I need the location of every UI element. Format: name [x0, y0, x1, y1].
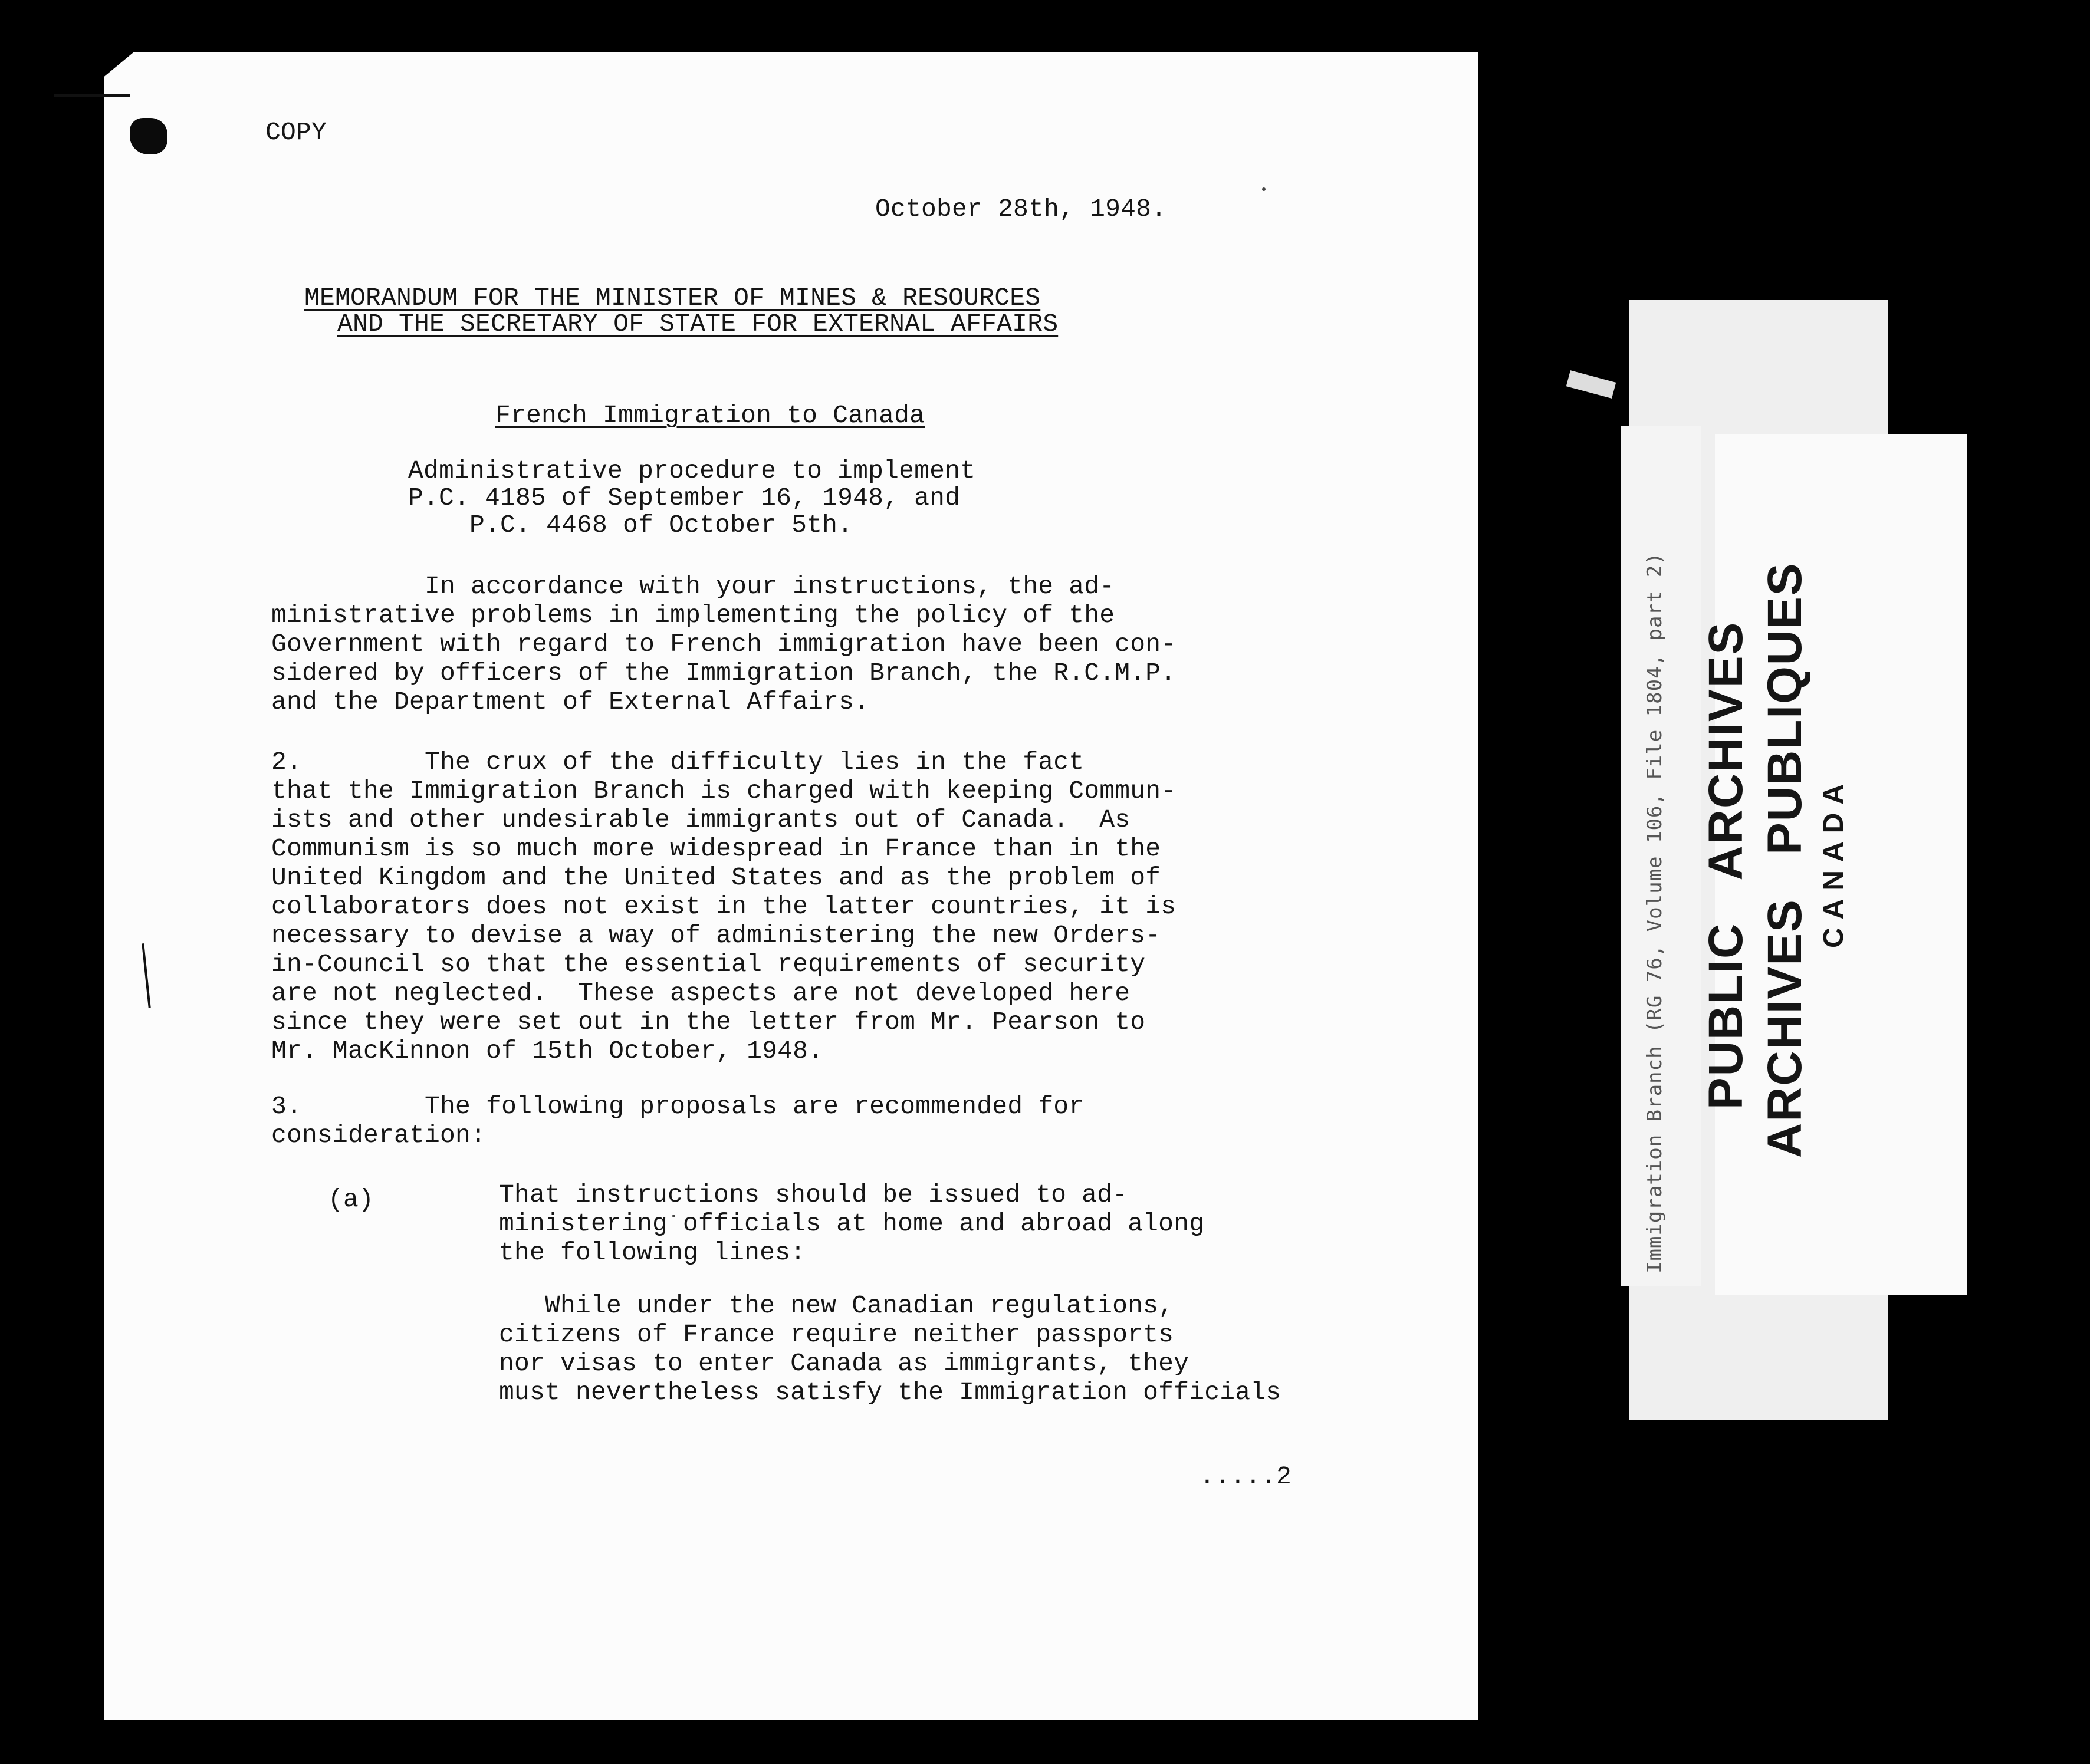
item-a-quote: While under the new Canadian regulations, citizens of France require neither passports nor visas to enter Canada as immigrants, they must nevertheless satisfy the Immigration officials [499, 1291, 1281, 1407]
archive-label-line-3: CANADA [1818, 776, 1849, 948]
paragraph-2: 2. The crux of the difficulty lies in the fact that the Immigration Branch is charged with keeping Commun- ists and other undesirable immigrants out of Canada. As Communism is so much more widespread in France than in the United Kingdom and the United States and as the problem of collaborators does not exist in the latter countries, it is necessary to devise a way of administering the new Orders- in-Council so that the essential requirements of security are not neglected. These aspects are not developed here since they were set out in the letter from Mr. Pearson to Mr. MacKinnon of 15th October, 1948. [271, 748, 1177, 1065]
file-reference-text: Immigration Branch (RG 76, Volume 106, File 1804, part 2) [1643, 552, 1667, 1273]
archive-label-line-1: PUBLIC ARCHIVES [1699, 621, 1753, 1110]
memo-title-line-1: MEMORANDUM FOR THE MINISTER OF MINES & RESOURCES [304, 284, 1041, 312]
paper-clip-shadow [1566, 370, 1616, 399]
memo-date: October 28th, 1948. [875, 195, 1167, 223]
copy-dash-mark [54, 94, 130, 97]
item-a-text: That instructions should be issued to ad- ministering officials at home and abroad along the following lines: [499, 1180, 1205, 1267]
paragraph-intro: In accordance with your instructions, the ad- ministrative problems in implementing the policy of the Government with regard to French immigration have been con- sidered by officers of the Immigration Branch, the R.C.M.P. and the Department of External Affairs. [271, 572, 1177, 716]
paragraph-3: 3. The following proposals are recommended for consideration: [271, 1092, 1085, 1150]
memo-title-line-2: AND THE SECRETARY OF STATE FOR EXTERNAL AFFAIRS [337, 310, 1059, 338]
copy-mark: COPY [265, 118, 327, 147]
memo-subject: French Immigration to Canada [495, 401, 925, 430]
continuation-marker: .....2 [1200, 1462, 1292, 1491]
archive-label-line-2: ARCHIVES PUBLIQUES [1758, 562, 1812, 1158]
speck [1262, 187, 1266, 191]
item-a-label: (a) [328, 1185, 374, 1214]
ink-blot [130, 118, 167, 154]
memo-subheading: Administrative procedure to implement P.C. 4185 of September 16, 1948, and P.C. 4468 of October 5th. [408, 456, 976, 539]
